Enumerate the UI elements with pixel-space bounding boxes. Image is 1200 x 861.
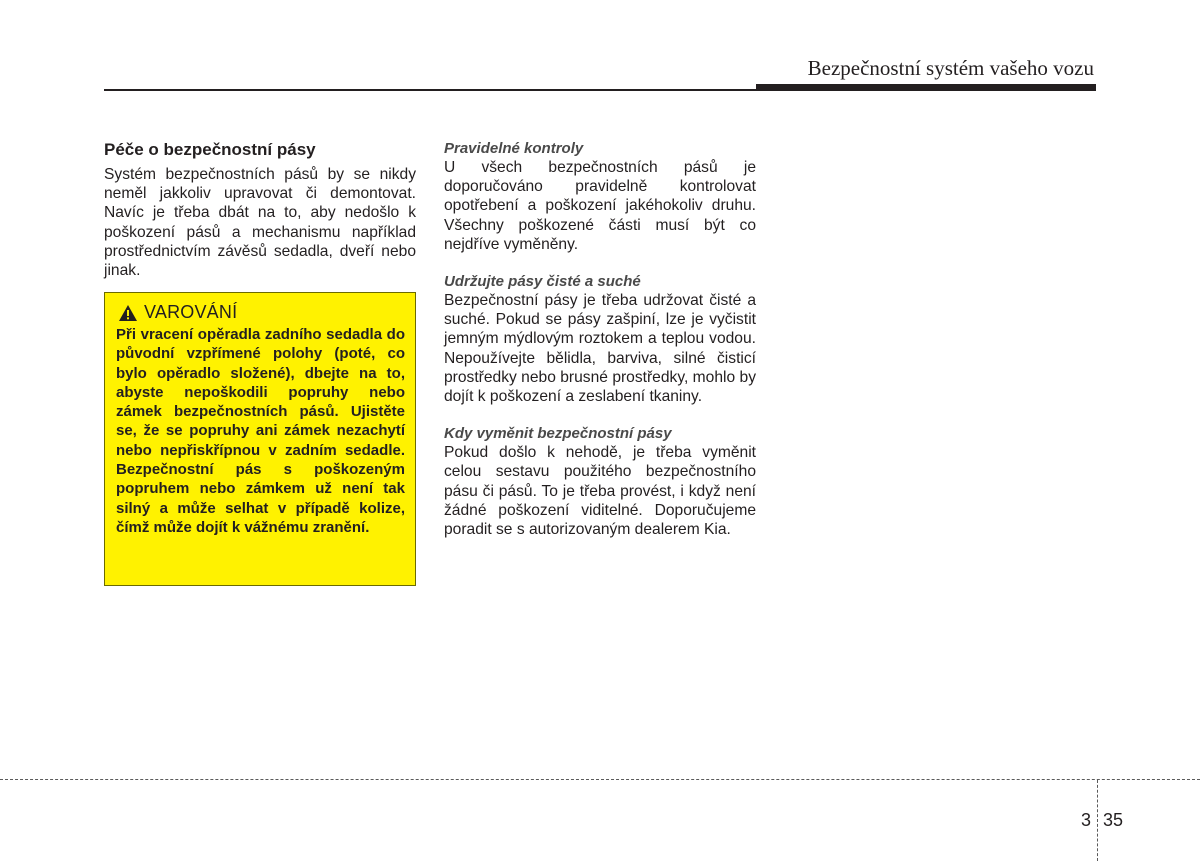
- warning-box: [104, 292, 416, 586]
- left-column: [104, 139, 416, 280]
- warning-text: Při vracení opěradla zadního sedadla do původní vzpřímené polohy (poté, co bylo opěradlo složené), dbejte na to, abyste nepoškodili popruhy nebo zámek bezpečnostních pásů. Ujistěte se, že se popruhy ani zámek nezachytí nebo nepřiskřípnou v zadním sedadle. Bezpečnostní pás s poškozeným popruhem nebo zámkem už není tak silný a může selhat v případě kolize, čímž může dojít k vážnému zranění.: [116, 326, 405, 536]
- paragraph-regular-checks: U všech bezpečnostních pásů je doporučováno pravidelně kontrolovat opotřebení a poškození jakéhokoliv druhu. Všechny poškozené části musí být co nejdříve vyměněny.: [444, 159, 756, 253]
- subheading-regular-checks: Pravidelné kontroly: [444, 140, 584, 157]
- page-number: 35: [1103, 810, 1124, 830]
- warning-triangle-icon: [118, 304, 138, 322]
- warning-title: VAROVÁNÍ: [144, 302, 238, 322]
- header-rule-thin: [104, 89, 756, 91]
- subheading-keep-belts-clean: Udržujte pásy čisté a suché: [444, 273, 641, 291]
- paragraph-when-to-replace: Pokud došlo k nehodě, je třeba vyměnit celou sestavu použitého bezpečnostního pásu či pásů. To je třeba provést, i když není žádné poškození viditelné. Doporučujeme poradit se s autorizovaným dealerem Kia.: [444, 444, 756, 539]
- subheading-when-to-replace: Kdy vyměnit bezpečnostní pásy: [444, 425, 672, 443]
- chapter-number: 3: [1081, 810, 1092, 830]
- page-header-title: Bezpečnostní systém vašeho vozu: [807, 56, 1094, 80]
- paragraph-keep-belts-clean: Bezpečnostní pásy je třeba udržovat čisté a suché. Pokud se pásy zašpiní, lze je vyčistit jemným mýdlovým roztokem a teplou vodou. Nepoužívejte bělidla, barviva, silné čisticí prostředky nebo brusné prostředky, mohlo by dojít k poškození a zeslabení tkaniny.: [444, 292, 756, 406]
- warning-title-row: [116, 302, 405, 323]
- footer-vertical-dashed-rule: [1097, 780, 1098, 861]
- right-column: [444, 139, 756, 539]
- footer-dashed-rule: [0, 779, 1200, 780]
- header-rule-thick: [756, 84, 1096, 91]
- section-heading: Péče o bezpečnostní pásy: [104, 140, 316, 159]
- section-paragraph: Systém bezpečnostních pásů by se nikdy neměl jakkoliv upravovat či demontovat. Navíc je třeba dbát na to, aby nedošlo k poškození pásů a mechanismu například prostřednictvím závěsů sedadla, dveří nebo jinak.: [104, 166, 416, 280]
